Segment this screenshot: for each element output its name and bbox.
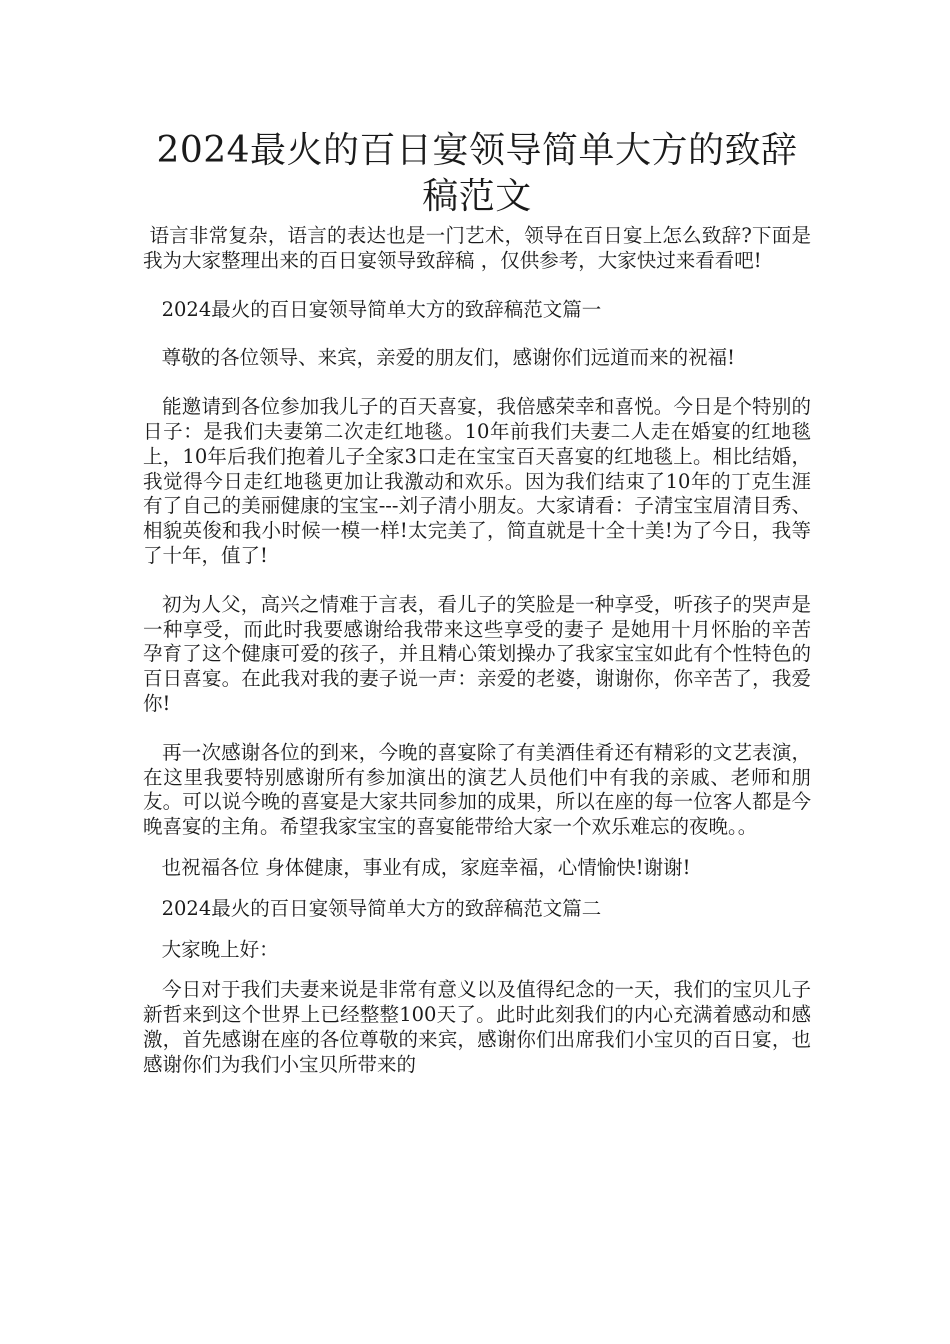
paragraph: 能邀请到各位参加我儿子的百天喜宴，我倍感荣幸和喜悦。今日是个特别的日子：是我们夫妻第二次走红地毯。10年前我们夫妻二人走在婚宴的红地毯上，10年后我们抱着儿子全家3口走在宝宝百天喜宴的红地毯上。相比结婚，我觉得今日走红地毯更加让我激动和欢乐。因为我们结束了10年的丁克生涯有了自己的美丽健康的宝宝---刘子清小朋友。大家请看：子清宝宝眉清目秀、相貌英俊和我小时候一模一样!太完美了，简直就是十全十美!为了今日，我等了十年，值了!: [143, 395, 811, 567]
spacer: [143, 717, 811, 741]
paragraph: 大家晚上好：: [143, 937, 279, 961]
spacer: [143, 840, 811, 856]
spacer: [143, 274, 811, 298]
paragraph: 再一次感谢各位的到来，今晚的喜宴除了有美酒佳肴还有精彩的文艺表演，在这里我要特别感谢所有参加演出的演艺人员他们中有我的亲戚、老师和朋友。可以说今晚的喜宴是大家共同参加的成果，所以在座的每一位客人都是今晚喜宴的主角。希望我家宝宝的喜宴能带给大家一个欢乐难忘的夜晚。。: [143, 740, 811, 839]
spacer: [143, 322, 811, 346]
intro-paragraph: 语言非常复杂，语言的表达也是一门艺术，领导在百日宴上怎么致辞?下面是我为大家整理出来的百日宴领导致辞稿 ，仅供参考，大家快过来看看吧!: [143, 224, 811, 272]
document-page: [143, 120, 811, 1078]
paragraph: 初为人父，高兴之情难于言表，看儿子的笑脸是一种享受，听孩子的哭声是一种享受，而此时我要感谢给我带来这些享受的妻子 是她用十月怀胎的辛苦孕育了这个健康可爱的孩子，并且精心策划操办了我家宝宝如此有个性特色的百日喜宴。在此我对我的妻子说一声：亲爱的老婆，谢谢你，你辛苦了，我爱你!: [143, 592, 811, 715]
section-heading-1: 2024最火的百日宴领导简单大方的致辞稿范文篇一: [143, 297, 602, 321]
spacer: [143, 881, 811, 897]
paragraph: 也祝福各位 身体健康，事业有成，家庭幸福，心情愉快!谢谢!: [143, 855, 691, 879]
document-title: 2024最火的百日宴领导简单大方的致辞稿范文: [156, 130, 798, 217]
paragraph: 尊敬的各位领导、来宾，亲爱的朋友们，感谢你们远道而来的祝福!: [143, 346, 735, 370]
spacer: [143, 371, 811, 395]
spacer: [143, 569, 811, 593]
spacer: [143, 962, 811, 978]
paragraph: 今日对于我们夫妻来说是非常有意义以及值得纪念的一天，我们的宝贝儿子新哲来到这个世界上已经整整100天了。此时此刻我们的内心充满着感动和感激，首先感谢在座的各位尊敬的来宾，感谢你们出席我们小宝贝的百日宴，也感谢你们为我们小宝贝所带来的: [143, 978, 811, 1076]
spacer: [143, 922, 811, 938]
section-heading-2: 2024最火的百日宴领导简单大方的致辞稿范文篇二: [143, 896, 602, 920]
